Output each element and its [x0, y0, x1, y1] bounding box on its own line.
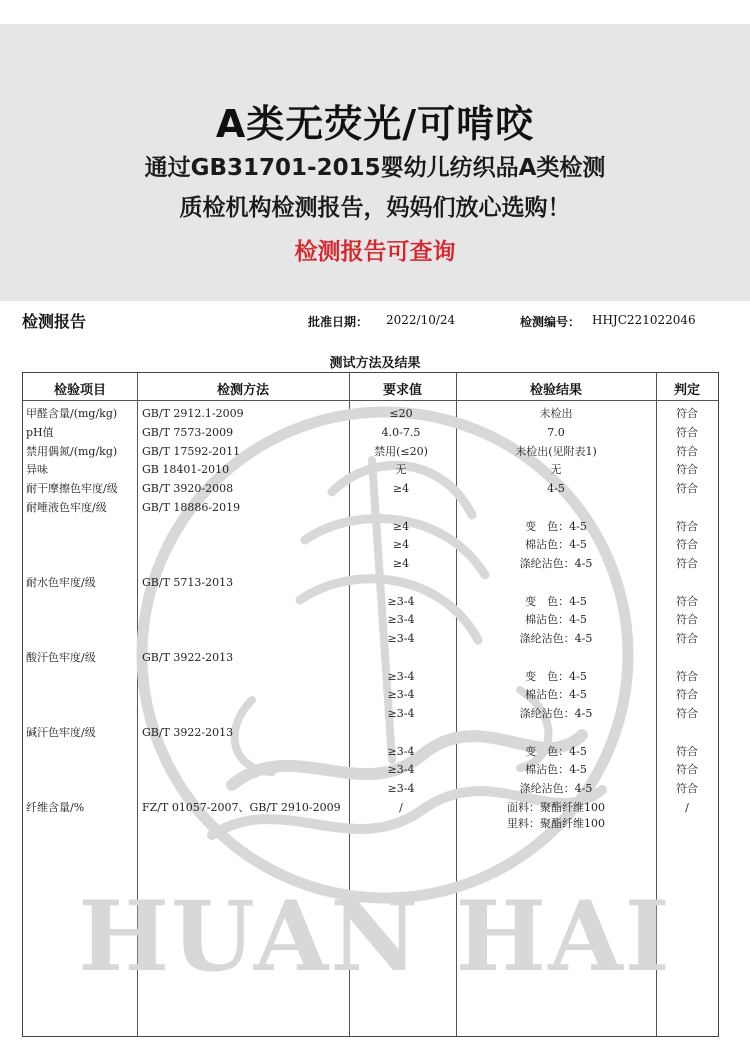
header-result: 检验结果 [529, 383, 582, 398]
header-method: 检测方法 [216, 383, 269, 398]
header-item: 检验项目 [53, 383, 106, 398]
cell-result: 变 色：4-5 [525, 594, 587, 608]
header-requirement: 要求值 [382, 383, 422, 398]
cell-requirement: ≥4 [392, 538, 410, 552]
cell-judgement: 符合 [676, 444, 698, 458]
cell-method: GB/T 18886-2019 [142, 500, 241, 514]
cell-requirement: / [399, 800, 403, 814]
cell-item: 异味 [26, 463, 48, 477]
watermark-text: HUAN HAI [78, 880, 672, 993]
cell-requirement: ≥3-4 [387, 613, 415, 627]
cell-method: GB/T 3922-2013 [142, 725, 234, 739]
cell-result: 棉沾色：4-5 [525, 688, 587, 702]
approve-date-label: 批准日期： [308, 315, 369, 329]
cell-requirement: 无 [395, 463, 407, 477]
cell-judgement: 符合 [676, 463, 698, 477]
cell-requirement: ≥3-4 [387, 782, 415, 795]
cell-item: 甲醛含量/(mg/kg) [26, 407, 118, 420]
cell-item: 碱汗色牢度/级 [26, 725, 96, 739]
cell-judgement: / [685, 800, 689, 814]
cell-result: 棉沾色：4-5 [525, 613, 587, 627]
cell-method: GB/T 3922-2013 [142, 650, 234, 664]
cell-judgement: 符合 [676, 407, 698, 420]
cell-requirement: ≥3-4 [387, 669, 415, 683]
cell-judgement: 符合 [676, 482, 698, 495]
cell-judgement: 符合 [676, 519, 698, 533]
cell-requirement: 禁用(≤20) [374, 444, 428, 458]
cell-result: 涤纶沾色：4-5 [519, 632, 593, 645]
cell-item: pH值 [26, 425, 54, 439]
cell-requirement: ≥3-4 [387, 763, 415, 777]
cell-result: 面料：聚酯纤维100 [507, 800, 605, 814]
cell-method: GB 18401-2010 [142, 463, 230, 477]
cell-result: 4-5 [547, 482, 565, 495]
cell-result: 涤纶沾色：4-5 [519, 707, 593, 720]
cell-judgement: 符合 [676, 782, 698, 795]
cell-requirement: ≥4 [392, 482, 410, 495]
column-divider [137, 373, 138, 1036]
cell-result: 变 色：4-5 [525, 519, 587, 533]
cell-requirement: ≥3-4 [387, 744, 415, 758]
cell-requirement: ≤20 [389, 407, 413, 420]
banner-line-2: 质检机构检测报告，妈妈们放心选购！ [179, 195, 571, 221]
cell-judgement: 符合 [676, 538, 698, 552]
cell-requirement: ≥4 [392, 519, 410, 533]
cell-result: 无 [550, 463, 562, 477]
report-code-value: HHJC221022046 [592, 313, 696, 327]
cell-judgement: 符合 [676, 763, 698, 777]
cell-judgement: 符合 [676, 688, 698, 702]
cell-item: 纤维含量/% [26, 800, 85, 814]
cell-method: GB/T 2912.1-2009 [142, 407, 244, 420]
report-title: 检测报告 [22, 312, 87, 331]
cell-method: GB/T 7573-2009 [142, 425, 234, 439]
cell-judgement: 符合 [676, 557, 698, 570]
header-judgement: 判定 [673, 383, 700, 398]
cell-method: FZ/T 01057-2007、GB/T 2910-2009 [142, 800, 341, 814]
cell-method: GB/T 3920-2008 [142, 482, 234, 495]
cell-requirement: 4.0-7.5 [381, 425, 421, 439]
cell-item: 禁用偶氮/(mg/kg) [26, 444, 118, 458]
cell-result: 里料：聚酯纤维100 [507, 816, 605, 830]
banner-title: A类无荧光/可啃咬 [215, 102, 535, 146]
header-divider [23, 400, 718, 401]
banner-highlight: 检测报告可查询 [294, 239, 456, 265]
banner-line-1: 通过GB31701-2015婴幼儿纺织品A类检测 [144, 155, 606, 181]
report-code-label: 检测编号： [520, 315, 581, 329]
cell-result: 涤纶沾色：4-5 [519, 557, 593, 570]
cell-result: 未检出 [539, 407, 573, 420]
cell-result: 棉沾色：4-5 [525, 763, 587, 777]
cell-result: 涤纶沾色：4-5 [519, 782, 593, 795]
cell-judgement: 符合 [676, 594, 698, 608]
cell-item: 酸汗色牢度/级 [26, 650, 96, 664]
cell-requirement: ≥3-4 [387, 688, 415, 702]
cell-requirement: ≥4 [392, 557, 410, 570]
cell-item: 耐干摩擦色牢度/级 [26, 482, 118, 495]
cell-judgement: 符合 [676, 669, 698, 683]
cell-judgement: 符合 [676, 632, 698, 645]
cell-method: GB/T 17592-2011 [142, 444, 241, 458]
cell-item: 耐水色牢度/级 [26, 575, 96, 589]
cell-item: 耐唾液色牢度/级 [26, 500, 107, 514]
cell-requirement: ≥3-4 [387, 594, 415, 608]
cell-judgement: 符合 [676, 744, 698, 758]
cell-method: GB/T 5713-2013 [142, 575, 234, 589]
cell-result: 7.0 [547, 425, 565, 439]
section-title: 测试方法及结果 [329, 356, 421, 371]
cell-requirement: ≥3-4 [387, 707, 415, 720]
cell-result: 变 色：4-5 [525, 669, 587, 683]
cell-requirement: ≥3-4 [387, 632, 415, 645]
cell-result: 棉沾色：4-5 [525, 538, 587, 552]
cell-result: 变 色：4-5 [525, 744, 587, 758]
cell-judgement: 符合 [676, 707, 698, 720]
cell-judgement: 符合 [676, 425, 698, 439]
cell-result: 未检出(见附表1) [515, 444, 597, 458]
cell-judgement: 符合 [676, 613, 698, 627]
approve-date-value: 2022/10/24 [386, 313, 456, 327]
